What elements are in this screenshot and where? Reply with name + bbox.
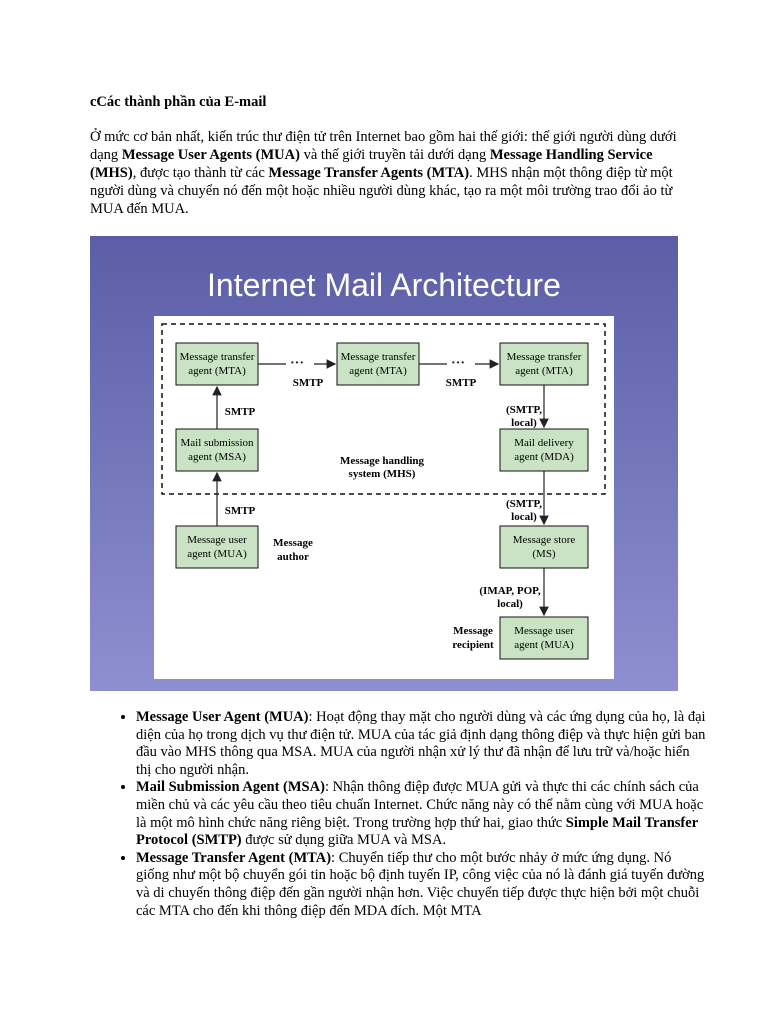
box-mta-2-line2: agent (MTA) [349, 365, 407, 377]
label-recipient-line1: Message [453, 625, 493, 637]
label-smtp-mua: SMTP [224, 505, 256, 517]
label-recipient-line2: recipient [452, 639, 494, 651]
box-mua-recipient-line1: Message user [514, 625, 574, 637]
label-smtp-local-1-line2: local) [511, 417, 537, 429]
intro-text-4: . MHS nhận một thông điệp từ một người dùng và chuyển nó đến một hoặc nhiều người dùng khác, tạo ra một môi trường trao đổi ảo từ MUA đến MUA. [90, 165, 673, 217]
architecture-figure [90, 236, 678, 691]
box-msa-line2: agent (MSA) [188, 451, 246, 463]
intro-term-mua: Message User Agents (MUA) [121, 147, 300, 163]
intro-term-mta: Message Transfer Agents (MTA) [268, 165, 470, 181]
list-item-text: : Hoạt động thay mặt cho người dùng và các ứng dụng của họ, là đại diện của họ trong dịch vụ thư điện tử. MUA của tác giả định dạng thông điệp và thực hiện gửi ban đầu vào MHS thông qua MSA. MUA của người nhận xử lý thư đã nhận để lưu trữ và/hoặc hiển thị cho người nhận. [136, 709, 706, 778]
box-mta-3 [500, 343, 588, 385]
label-smtp-2: SMTP [445, 377, 477, 389]
svg-text:···: ··· [290, 356, 305, 371]
intro-term-mhs: Message Handling Service (MHS) [90, 147, 653, 181]
box-ms-line2: (MS) [532, 548, 556, 560]
box-mta-2 [337, 343, 419, 385]
box-msa [176, 429, 258, 471]
list-item [136, 709, 708, 779]
label-author-line1: Message [273, 537, 313, 549]
section-heading: cCác thành phần của E-mail [90, 94, 267, 110]
label-imap-pop-line2: local) [497, 598, 523, 610]
label-smtp-1: SMTP [292, 377, 324, 389]
intro-text-1: Ở mức cơ bản nhất, kiến trúc thư điện tử trên Internet bao gồm hai thế giới: thế giới người dùng dưới dạng [90, 129, 677, 163]
box-mda [500, 429, 588, 471]
label-smtp-local-2-line1: (SMTP, [506, 498, 542, 510]
diagram-title: Internet Mail Architecture [207, 267, 561, 303]
list-item-text: : Chuyển tiếp thư cho một bước nhảy ở mức ứng dụng. Nó giống như một bộ chuyển gói tin hoặc bộ định tuyến IP, công việc của nó là đánh giá tuyến đường và di chuyển thông điệp đến gần người nhận hơn. Việc chuyển tiếp được thực hiện bởi một chuỗi các MTA cho đến khi thông điệp đến MDA đích. Một MTA [136, 849, 705, 919]
component-list [110, 709, 708, 920]
architecture-diagram [90, 236, 678, 691]
label-imap-pop-line1: (IMAP, POP, [479, 585, 541, 597]
box-mta-3-line2: agent (MTA) [515, 365, 573, 377]
box-ms-line1: Message store [512, 534, 576, 546]
list-item-term-smtp: Simple Mail Transfer Protocol (SMTP) [136, 814, 698, 849]
box-mua-sender-line1: Message user [187, 534, 247, 546]
label-mhs-line1: Message handling [339, 455, 425, 467]
label-author-line2: author [277, 551, 309, 563]
label-smtp-local-2-line2: local) [511, 511, 537, 523]
label-mhs-line2: system (MHS) [348, 468, 416, 480]
list-item [136, 850, 708, 920]
svg-text:···: ··· [451, 356, 466, 371]
box-mua-recipient-line2: agent (MUA) [514, 639, 574, 651]
intro-text-3: , được tạo thành từ các [132, 165, 269, 181]
intro-text-2: và thế giới truyền tải dưới dạng [299, 147, 490, 163]
box-mda-line2: agent (MDA) [514, 451, 574, 463]
list-item-text-2: được sử dụng giữa MUA và MSA. [241, 832, 447, 849]
list-item-term: Mail Submission Agent (MSA) [136, 779, 325, 796]
box-msa-line1: Mail submission [180, 437, 254, 449]
list-item-term: Message User Agent (MUA) [136, 709, 309, 725]
box-mta-1 [176, 343, 258, 385]
box-mta-1-line2: agent (MTA) [188, 365, 246, 377]
box-mda-line1: Mail delivery [514, 437, 574, 449]
box-ms [500, 526, 588, 568]
box-mua-sender-line2: agent (MUA) [187, 548, 247, 560]
label-smtp-local-1-line1: (SMTP, [506, 404, 542, 416]
list-item-text: : Nhận thông điệp được MUA gửi và thực thi các chính sách của miền chủ và các yêu cầu theo tiêu chuẩn Internet. Chức năng này có thể nằm cùng với MUA hoặc là một mô hình chức năng riêng biệt. Trong trường hợp thứ hai, giao thức [136, 779, 704, 831]
list-item-term: Message Transfer Agent (MTA) [136, 849, 332, 866]
box-mta-2-line1: Message transfer [340, 351, 416, 363]
box-mta-3-line1: Message transfer [506, 351, 582, 363]
box-mua-sender [176, 526, 258, 568]
box-mta-1-line1: Message transfer [179, 351, 255, 363]
label-smtp-msa: SMTP [224, 406, 256, 418]
intro-paragraph [90, 128, 680, 218]
box-mua-recipient [500, 617, 588, 659]
list-item [136, 779, 708, 849]
